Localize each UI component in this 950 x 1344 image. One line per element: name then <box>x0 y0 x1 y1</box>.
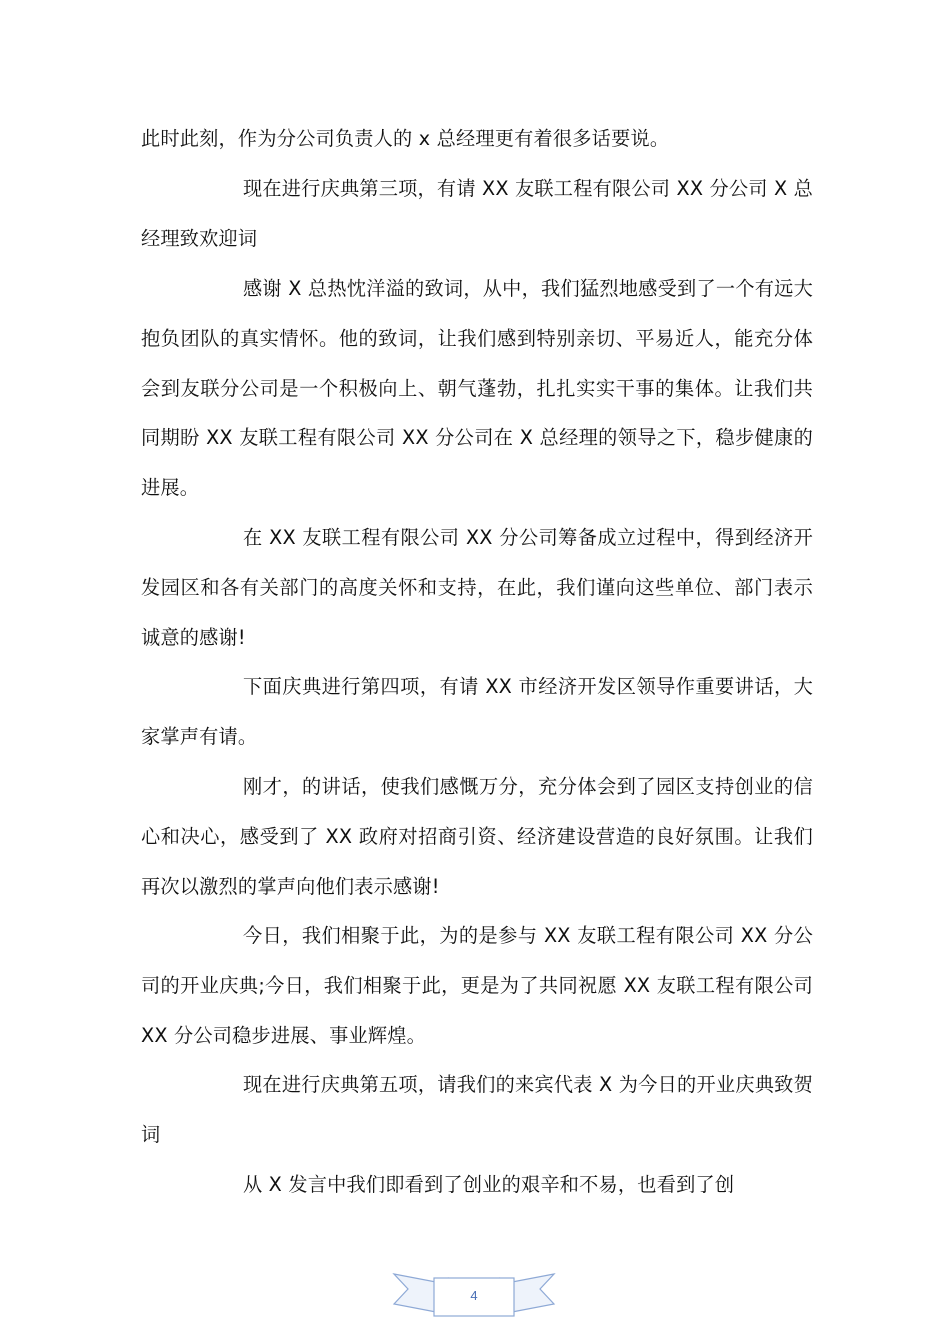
page-number: 4 <box>470 1288 478 1303</box>
paragraph-7: 今日，我们相聚于此，为的是参与 XX 友联工程有限公司 XX 分公司的开业庆典;今日，我们相聚于此，更是为了共同祝愿 XX 友联工程有限公司 XX 分公司稳步进展、事业辉煌。 <box>141 924 813 1047</box>
paragraph-5: 下面庆典进行第四项，有请 XX 市经济开发区领导作重要讲话，大家掌声有请。 <box>141 675 813 748</box>
paragraph-2: 现在进行庆典第三项，有请 XX 友联工程有限公司 XX 分公司 X 总经理致欢迎词 <box>141 177 813 250</box>
page-number-ribbon <box>390 1266 558 1324</box>
paragraph-3: 感谢 X 总热忱洋溢的致词，从中，我们猛烈地感受到了一个有远大抱负团队的真实情怀。他的致词，让我们感到特别亲切、平易近人，能充分体会到友联分公司是一个积极向上、朝气蓬勃，扎扎实实干事的集体。让我们共同期盼 XX 友联工程有限公司 XX 分公司在 X 总经理的领导之下，稳步健康的进展。 <box>141 277 813 500</box>
paragraph-8: 现在进行庆典第五项，请我们的来宾代表 X 为今日的开业庆典致贺词 <box>141 1073 813 1146</box>
paragraph-9: 从 X 发言中我们即看到了创业的艰辛和不易，也看到了创 <box>243 1173 735 1196</box>
paragraph-4: 在 XX 友联工程有限公司 XX 分公司筹备成立过程中，得到经济开发园区和各有关部门的高度关怀和支持，在此，我们谨向这些单位、部门表示诚意的感谢! <box>141 526 813 649</box>
paragraph-6: 刚才，的讲话，使我们感慨万分，充分体会到了园区支持创业的信心和决心，感受到了 XX 政府对招商引资、经济建设营造的良好氛围。让我们再次以激烈的掌声向他们表示感谢! <box>141 775 813 898</box>
paragraph-1: 此时此刻，作为分公司负责人的 x 总经理更有着很多话要说。 <box>141 127 670 150</box>
